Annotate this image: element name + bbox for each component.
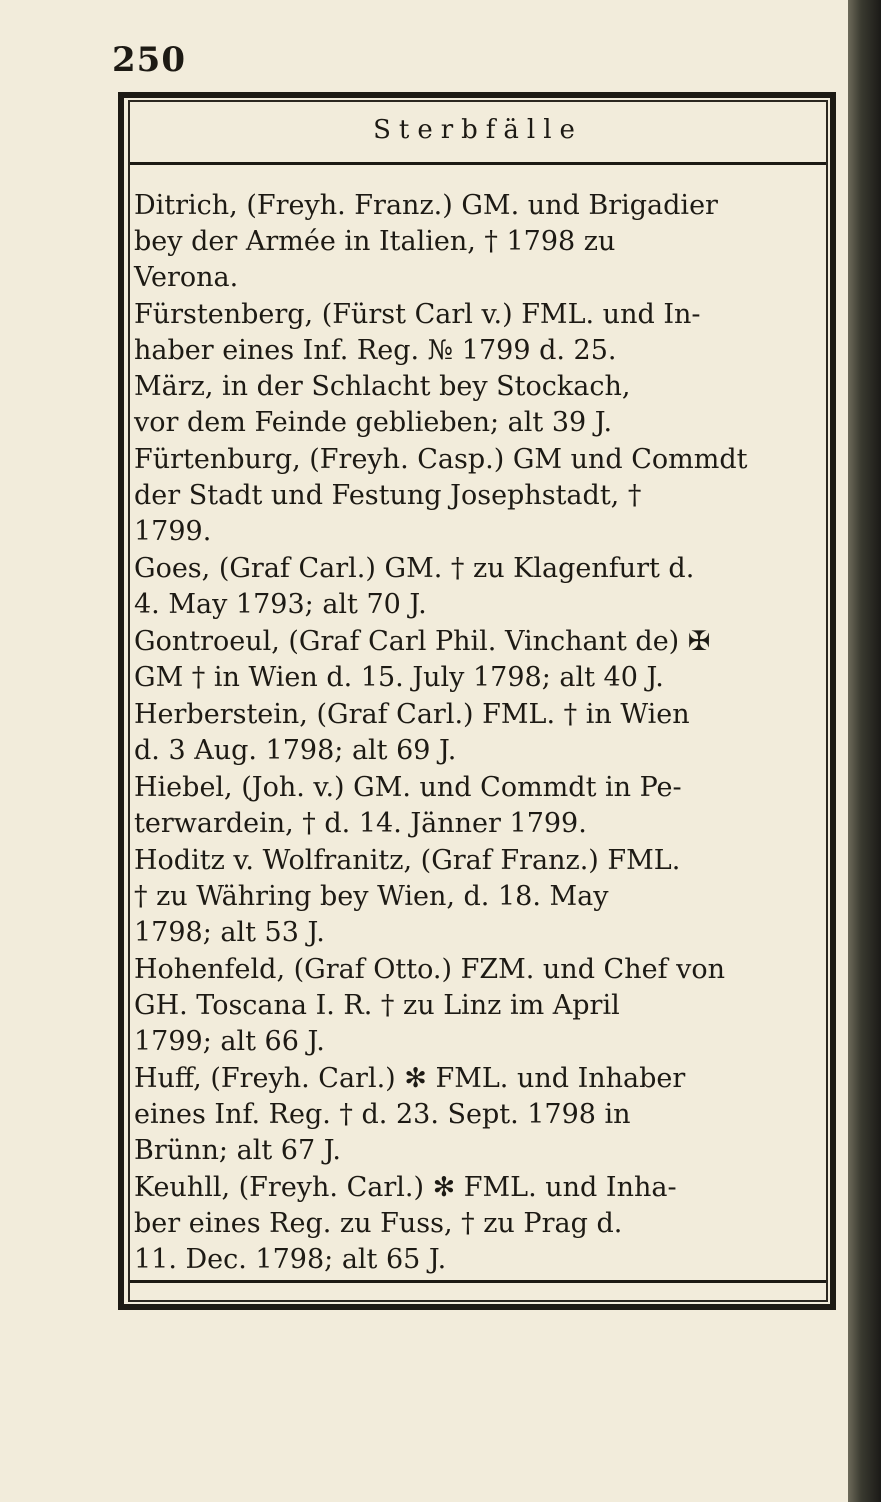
entry-line: † zu Währing bey Wien, d. 18. May bbox=[134, 881, 609, 912]
entry-line: GM † in Wien d. 15. July 1798; alt 40 J. bbox=[134, 662, 664, 693]
entry-line: Ditrich, (Freyh. Franz.) GM. und Brigadier bbox=[134, 190, 718, 221]
entry-line: terwardein, † d. 14. Jänner 1799. bbox=[134, 808, 587, 839]
death-entry bbox=[134, 188, 820, 296]
entry-line: 1798; alt 53 J. bbox=[134, 917, 325, 948]
page-number: 250 bbox=[112, 40, 186, 80]
entry-line: Verona. bbox=[134, 262, 239, 293]
entry-line: der Stadt und Festung Josephstadt, † bbox=[134, 480, 642, 511]
entry-line: Keuhll, (Freyh. Carl.) ✻ FML. und Inha- bbox=[134, 1172, 677, 1203]
entry-line: GH. Toscana I. R. † zu Linz im April bbox=[134, 990, 620, 1021]
entry-line: eines Inf. Reg. † d. 23. Sept. 1798 in bbox=[134, 1099, 631, 1130]
entry-line: März, in der Schlacht bey Stockach, bbox=[134, 371, 631, 402]
entry-line: Goes, (Graf Carl.) GM. † zu Klagenfurt d. bbox=[134, 553, 695, 584]
heading-rule bbox=[130, 162, 826, 165]
death-entry bbox=[134, 624, 820, 696]
death-entry bbox=[134, 551, 820, 623]
entry-line: 11. Dec. 1798; alt 65 J. bbox=[134, 1244, 447, 1275]
section-heading: Sterbfälle bbox=[373, 115, 583, 145]
death-entry bbox=[134, 952, 820, 1060]
entry-line: ber eines Reg. zu Fuss, † zu Prag d. bbox=[134, 1208, 623, 1239]
entry-line: Herberstein, (Graf Carl.) FML. † in Wien bbox=[134, 699, 690, 730]
death-entry bbox=[134, 442, 820, 550]
entry-line: Hohenfeld, (Graf Otto.) FZM. und Chef von bbox=[134, 954, 726, 985]
entry-line: 1799. bbox=[134, 516, 212, 547]
death-entry bbox=[134, 1061, 820, 1169]
bottom-rule bbox=[130, 1280, 826, 1283]
entry-line: Hiebel, (Joh. v.) GM. und Commdt in Pe- bbox=[134, 772, 682, 803]
entry-line: Gontroeul, (Graf Carl Phil. Vinchant de) ✠ bbox=[134, 626, 711, 657]
entry-line: Brünn; alt 67 J. bbox=[134, 1135, 342, 1166]
entry-line: 4. May 1793; alt 70 J. bbox=[134, 589, 427, 620]
death-entry bbox=[134, 770, 820, 842]
death-entry bbox=[134, 1170, 820, 1278]
entry-line: Huff, (Freyh. Carl.) ✻ FML. und Inhaber bbox=[134, 1063, 686, 1094]
entry-list bbox=[134, 188, 820, 1279]
death-entry bbox=[134, 843, 820, 951]
entry-line: 1799; alt 66 J. bbox=[134, 1026, 325, 1057]
entry-line: d. 3 Aug. 1798; alt 69 J. bbox=[134, 735, 457, 766]
entry-line: Hoditz v. Wolfranitz, (Graf Franz.) FML. bbox=[134, 845, 681, 876]
death-entry bbox=[134, 697, 820, 769]
death-entry bbox=[134, 297, 820, 441]
entry-line: Fürstenberg, (Fürst Carl v.) FML. und In- bbox=[134, 299, 701, 330]
entry-line: bey der Armée in Italien, † 1798 zu bbox=[134, 226, 616, 257]
entry-line: Fürtenburg, (Freyh. Casp.) GM und Commdt bbox=[134, 444, 748, 475]
book-spine bbox=[848, 0, 881, 1502]
entry-line: haber eines Inf. Reg. № 1799 d. 25. bbox=[134, 335, 617, 366]
entry-line: vor dem Feinde geblieben; alt 39 J. bbox=[134, 407, 613, 438]
